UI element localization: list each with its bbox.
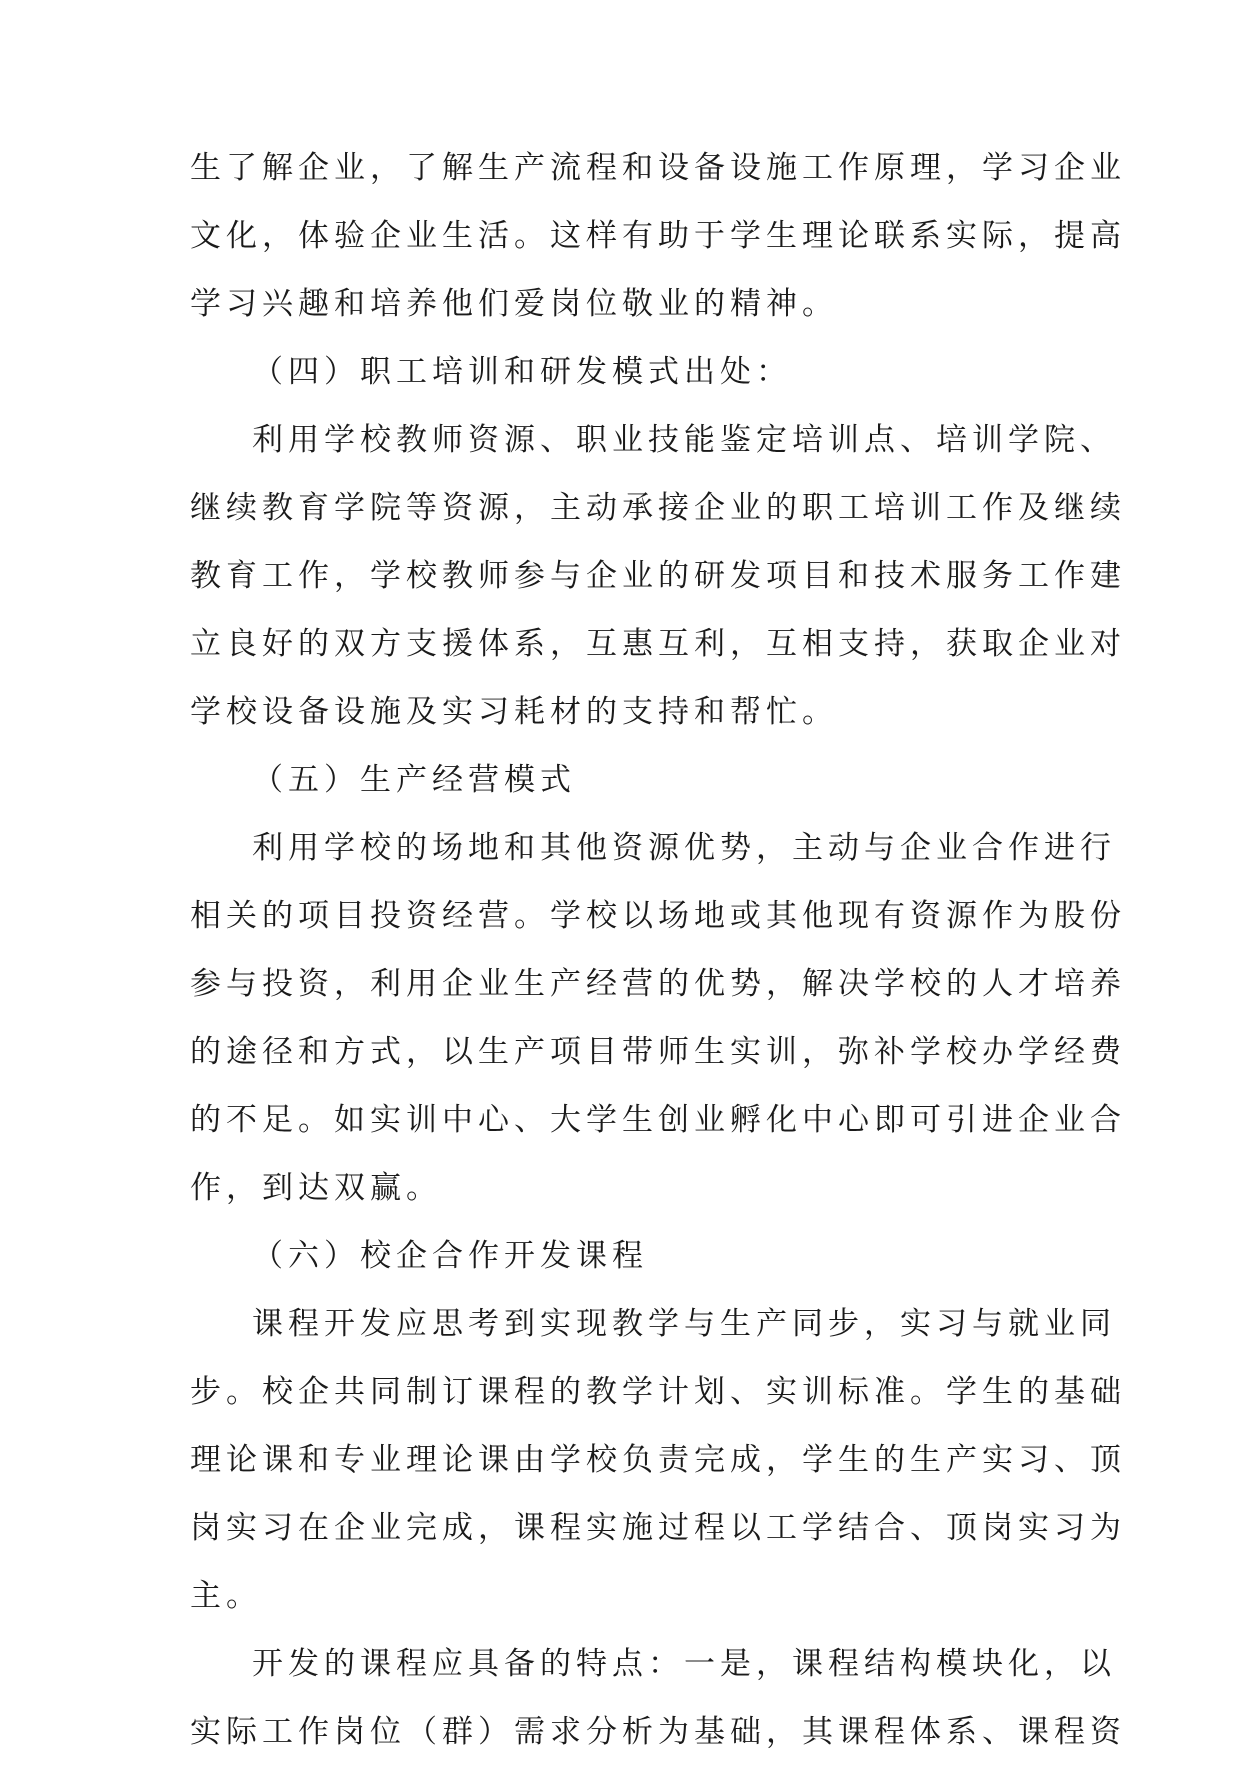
paragraph-line: 的不足。如实训中心、大学生创业孵化中心即可引进企业合 (190, 1102, 1126, 1138)
paragraph-line: 相关的项目投资经营。学校以场地或其他现有资源作为股份 (190, 898, 1126, 934)
paragraph-line: 岗实习在企业完成，课程实施过程以工学结合、顶岗实习为 (190, 1510, 1126, 1546)
paragraph-line: 步。校企共同制订课程的教学计划、实训标准。学生的基础 (190, 1374, 1126, 1410)
section-heading-6: （六）校企合作开发课程 (252, 1238, 648, 1274)
paragraph-line: 开发的课程应具备的特点：一是，课程结构模块化，以 (252, 1646, 1116, 1682)
paragraph-line: 生了解企业，了解生产流程和设备设施工作原理，学习企业 (190, 150, 1126, 186)
section-heading-4: （四）职工培训和研发模式出处： (252, 354, 792, 390)
paragraph-line: 实际工作岗位（群）需求分析为基础，其课程体系、课程资 (190, 1714, 1126, 1750)
paragraph-line: 文化，体验企业生活。这样有助于学生理论联系实际，提高 (190, 218, 1126, 254)
paragraph-line: 立良好的双方支援体系，互惠互利，互相支持，获取企业对 (190, 626, 1126, 662)
paragraph-line: 继续教育学院等资源，主动承接企业的职工培训工作及继续 (190, 490, 1126, 526)
paragraph-line: 利用学校教师资源、职业技能鉴定培训点、培训学院、 (252, 422, 1116, 458)
document-body (190, 134, 1126, 1766)
paragraph-line: 教育工作，学校教师参与企业的研发项目和技术服务工作建 (190, 558, 1126, 594)
section-heading-5: （五）生产经营模式 (252, 762, 576, 798)
paragraph-line: 利用学校的场地和其他资源优势，主动与企业合作进行 (252, 830, 1116, 866)
paragraph-line: 主。 (190, 1578, 262, 1614)
paragraph-line: 的途径和方式，以生产项目带师生实训，弥补学校办学经费 (190, 1034, 1126, 1070)
paragraph-line: 参与投资，利用企业生产经营的优势，解决学校的人才培养 (190, 966, 1126, 1002)
paragraph-line: 课程开发应思考到实现教学与生产同步，实习与就业同 (252, 1306, 1116, 1342)
paragraph-line: 作，到达双赢。 (190, 1170, 442, 1206)
paragraph-line: 理论课和专业理论课由学校负责完成，学生的生产实习、顶 (190, 1442, 1126, 1478)
paragraph-line: 学校设备设施及实习耗材的支持和帮忙。 (190, 694, 838, 730)
paragraph-line: 学习兴趣和培养他们爱岗位敬业的精神。 (190, 286, 838, 322)
